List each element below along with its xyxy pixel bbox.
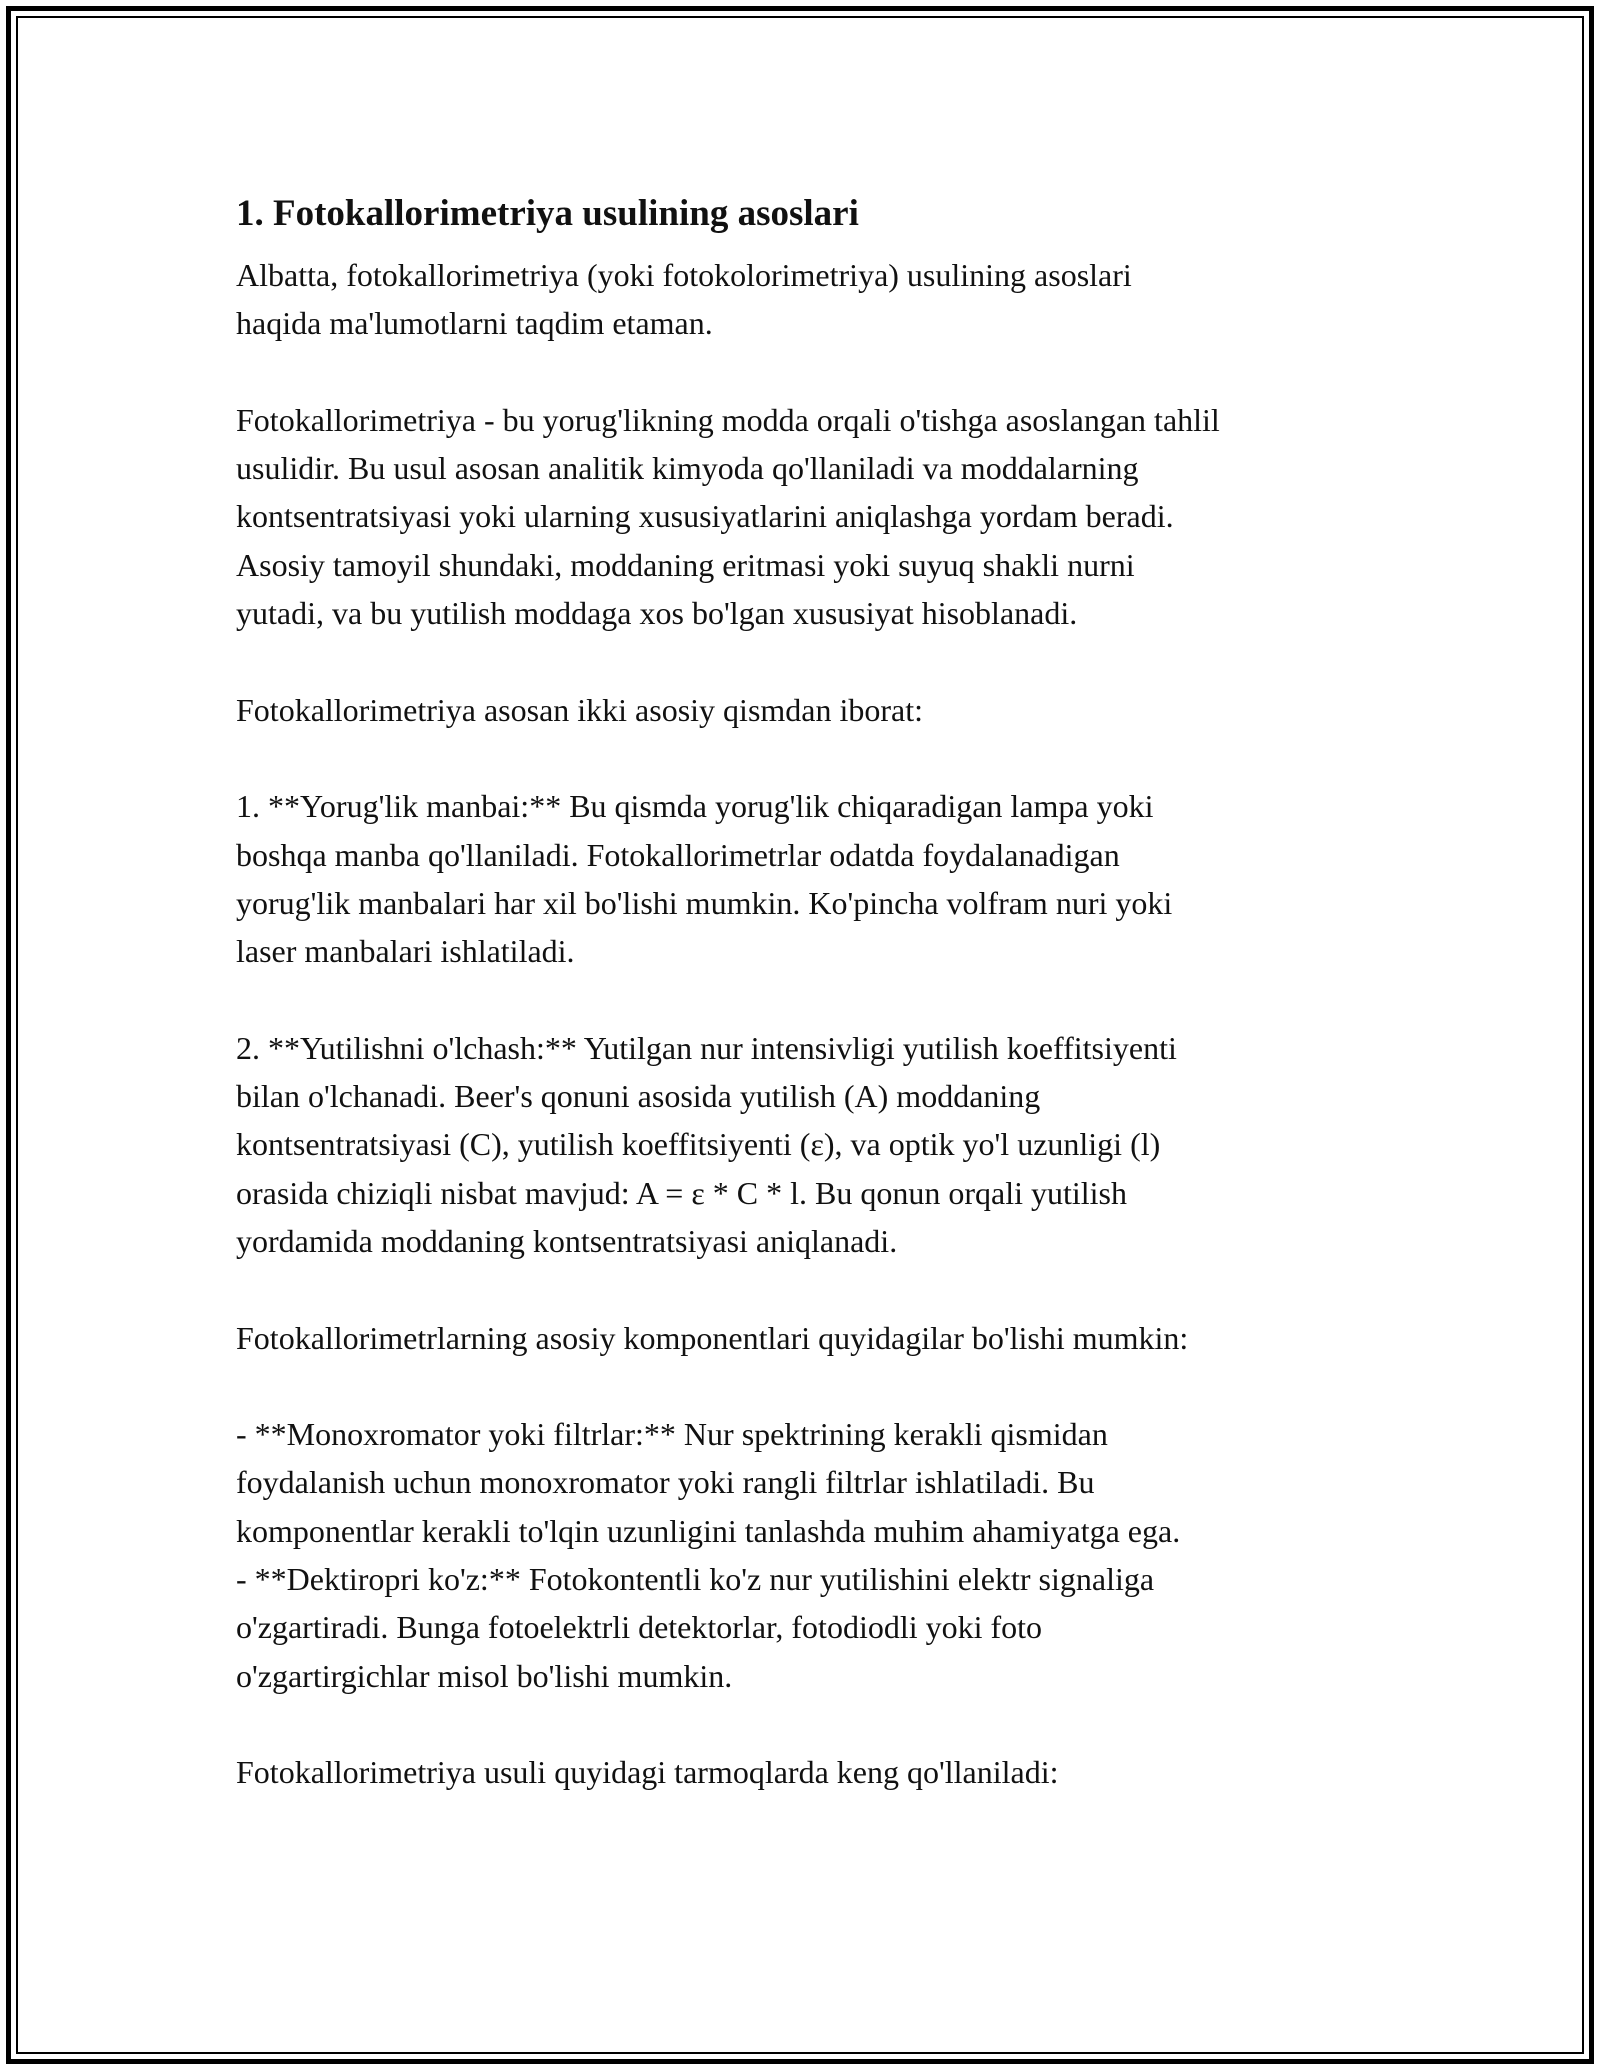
document-title: 1. Fotokallorimetriya usulining asoslari bbox=[236, 193, 859, 234]
document-page bbox=[236, 186, 1386, 1797]
paragraph-gap bbox=[236, 975, 1386, 1023]
intro-paragraph: Albatta, fotokallorimetriya (yoki fotokolorimetriya) usulining asoslari haqida ma'lumotlarni taqdim etaman. bbox=[236, 257, 1132, 342]
paragraph-gap bbox=[236, 348, 1386, 396]
paragraph-gap bbox=[236, 1362, 1386, 1410]
applications-intro-paragraph: Fotokallorimetriya usuli quyidagi tarmoqlarda keng qo'llaniladi: bbox=[236, 1754, 1059, 1791]
parts-intro-paragraph: Fotokallorimetriya asosan ikki asosiy qismdan iborat: bbox=[236, 691, 924, 728]
definition-paragraph: Fotokallorimetriya - bu yorug'likning modda orqali o'tishga asoslangan tahlil usulidir. Bu usul asosan analitik kimyoda qo'llaniladi va moddalarning kontsentratsiyasi yoki ularning xususiyatlarini aniqlashga yordam beradi. Asosiy tamoyil shundaki, moddaning eritmasi yoki suyuq shakli nurni yutadi, va bu yutilish moddaga xos bo'lgan xususiyat hisoblanadi. bbox=[236, 401, 1220, 632]
light-source-paragraph: 1. **Yorug'lik manbai:** Bu qismda yorug'lik chiqaradigan lampa yoki boshqa manba qo'llaniladi. Fotokallorimetrlar odatda foydalanadigan yorug'lik manbalari har xil bo'lishi mumkin. Ko'pincha volfram nuri yoki laser manbalari ishlatiladi. bbox=[236, 788, 1173, 970]
components-list-paragraph: - **Monoxromator yoki filtrlar:** Nur spektrining kerakli qismidan foydalanish uchun monoxromator yoki rangli filtrlar ishlatiladi. Bu komponentlar kerakli to'lqin uzunligini tanlashda muhim ahamiyatga ega. - **Dektiropri ko'z:** Fotokontentli ko'z nur yutilishini elektr signaliga o'zgartiradi. Bunga fotoelektrli detektorlar, fotodiodli yoki foto o'zgartirgichlar misol bo'lishi mumkin. bbox=[236, 1416, 1181, 1694]
paragraph-gap bbox=[236, 734, 1386, 782]
paragraph-gap bbox=[236, 637, 1386, 685]
components-intro-paragraph: Fotokallorimetrlarning asosiy komponentlari quyidagilar bo'lishi mumkin: bbox=[236, 1319, 1189, 1356]
absorption-measurement-paragraph: 2. **Yutilishni o'lchash:** Yutilgan nur intensivligi yutilish koeffitsiyenti bilan o'lchanadi. Beer's qonuni asosida yutilish (A) moddaning kontsentratsiyasi (C), yutilish koeffitsiyenti (ε), va optik yo'l uzunligi (l) orasida chiziqli nisbat mavjud: A = ε * C * l. Bu qonun orqali yutilish yordamida moddaning kontsentratsiyasi aniqlanadi. bbox=[236, 1029, 1177, 1259]
paragraph-gap bbox=[236, 1700, 1386, 1748]
paragraph-gap bbox=[236, 1265, 1386, 1313]
